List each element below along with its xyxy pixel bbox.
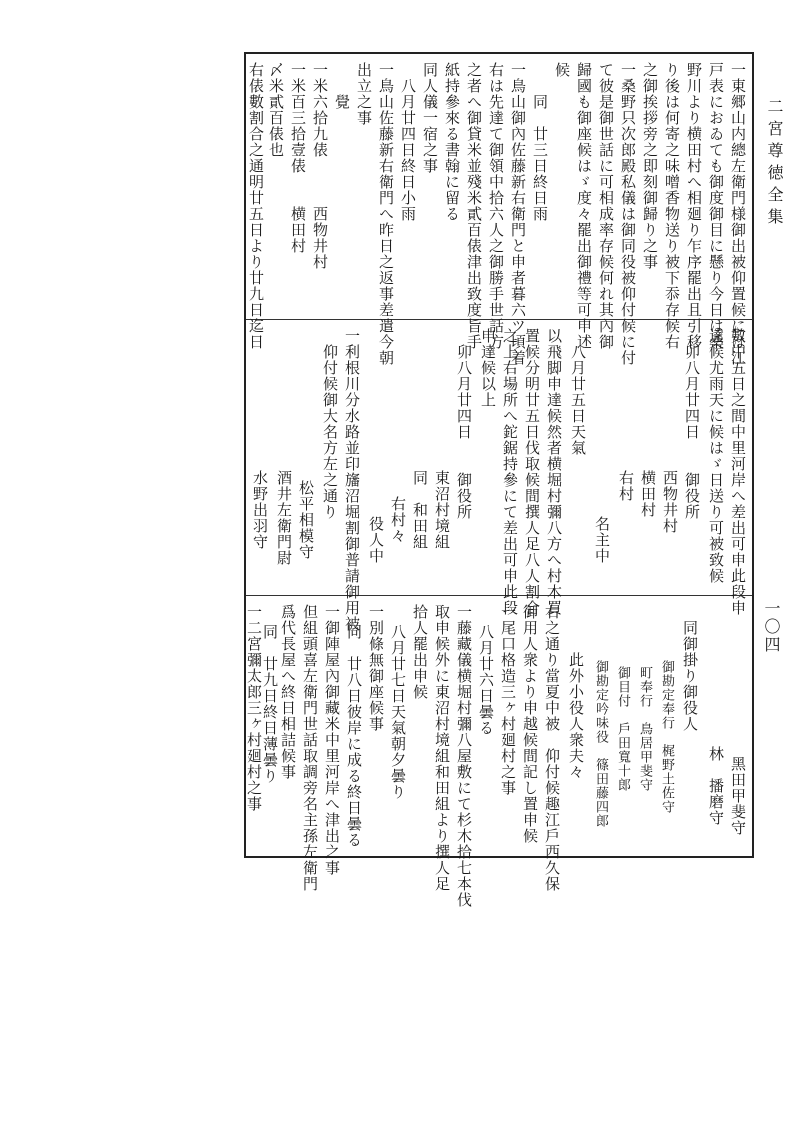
upper-register	[246, 54, 752, 366]
text-column: 八月廿六日曇る	[477, 624, 495, 736]
text-column: 數中五日之間中里河岸へ差出可申此段申	[729, 328, 747, 616]
text-column: 八月廿七日天氣朝夕曇り	[389, 624, 407, 800]
text-column: 同 廿三日終日雨	[531, 94, 549, 222]
text-column: 西物井村	[661, 470, 679, 534]
text-column: 一鳥山佐藤新右衛門へ昨日之返事差遣今朝	[377, 62, 395, 366]
text-column: 右俵數割合之通明廿五日より廿九日迄日	[247, 62, 265, 350]
text-column: 松平相模守	[297, 480, 315, 560]
book-title: 二宮尊徳全集	[765, 98, 784, 230]
text-column: 之御挨拶旁之即刻御歸り之事	[641, 62, 659, 270]
text-column: 一藤藏儀横堀村彌八屋敷にて杉木拾七本伐	[455, 604, 473, 908]
text-column: 水野出羽守	[251, 470, 269, 550]
text-column: 申達候以上	[479, 328, 497, 408]
text-column: 同 廿九日終日薄曇り	[261, 624, 279, 784]
text-column: 一御陣屋內御藏米中里河岸へ津出之事	[323, 604, 341, 876]
text-column: 置候分明廿五日伐取候間撰人足八人割合	[523, 328, 541, 616]
text-column: 林 播磨守	[707, 746, 725, 826]
text-column: 町奉行 鳥居甲斐守	[637, 666, 652, 792]
text-column: り後は何寄之味噌香物送り被下忝存候右	[663, 62, 681, 350]
text-column: 御勘定吟味役 篠田藤四郎	[593, 660, 608, 828]
text-column: 候	[553, 62, 571, 78]
text-column: 一二宮彌太郎三ヶ村廻村之事	[245, 604, 263, 812]
text-column: 東沼村境組	[433, 470, 451, 550]
text-column: 右村々	[389, 496, 407, 544]
text-column: 拾人罷出申候	[411, 604, 429, 700]
text-column: 横田村	[639, 470, 657, 518]
text-column: 一尾口格造三ヶ村廻村之事	[499, 604, 517, 796]
text-column: 御勘定奉行 梶野土佐守	[659, 660, 674, 814]
middle-register	[246, 320, 752, 632]
page-number: 一〇四	[762, 600, 781, 654]
text-column: 黑田甲斐守	[729, 756, 747, 836]
text-column: 一米百三拾壹俵 横田村	[289, 62, 307, 254]
text-column: て彼是御世話に可相成率存候何れ其內御	[597, 62, 615, 350]
text-column: 野川より横田村へ相廻り乍序罷出且引移	[685, 62, 703, 350]
text-column: 御用人衆より申越候間記し置申候	[521, 604, 539, 844]
text-column: 酒井左衛門尉	[275, 470, 293, 566]
text-column: 同人儀一宿之事	[421, 62, 439, 174]
text-column: 覺	[333, 94, 351, 110]
text-column: 右村	[617, 470, 635, 502]
text-column: 之者へ御貸米並殘米貳百俵津出致度旨手	[465, 62, 483, 350]
text-column: 仰付候御大名方左之通り	[321, 344, 339, 520]
text-column: 一桑野只次郎殿私儀は御同役被仰付候に付	[619, 62, 637, 366]
text-column: 達候尤雨天に候はゞ日送り可被致候	[707, 328, 725, 584]
text-frame	[244, 52, 754, 908]
text-column: 同 和田組	[411, 470, 429, 550]
text-column: 一鳥山御內佐藤新右衛門と申者暮六ツ頃着	[509, 62, 527, 366]
text-column: 一東郷山内總左衛門様御出被仰置候には江	[729, 62, 747, 366]
text-column: 同 廿八日彼岸に成る終日曇る	[345, 624, 363, 848]
text-column: 紙持參來る書翰に留る	[443, 62, 461, 222]
text-column: 右之通り當夏中被 仰付候趣江戶西久保	[543, 604, 561, 892]
text-column: 爲代長屋へ終日相詰候事	[279, 604, 297, 780]
text-column: 一別條無御座候事	[367, 604, 385, 732]
text-column: 卯八月廿四日 御役所	[683, 344, 701, 520]
text-column: 八月廿五日天氣	[569, 344, 587, 456]
text-column: 御目付 戶田寬十郎	[615, 666, 630, 792]
text-column: 此外小役人衆夫々	[567, 652, 585, 780]
text-column: 同御掛り御役人	[681, 620, 699, 732]
text-column: 但組頭喜左衛門世話取調旁名主孫左衛門	[301, 604, 319, 892]
text-column: 取申候外に東沼村境組和田組より撰人足	[433, 604, 451, 892]
text-column: 名主中	[593, 516, 611, 564]
text-column: 卯八月廿四日 御役所	[455, 344, 473, 520]
text-column: 右は先達て御領中拾六人之御勝手世話方	[487, 62, 505, 350]
text-column: 戸表におゐても御度御目に懸り今日は桑	[707, 62, 725, 350]
text-column: 以飛脚申達候然者横堀村彌八方へ村木買	[545, 328, 563, 616]
text-column: 一利根川分水路並印旛沼堀割御普請御用被	[343, 328, 361, 632]
text-column: 之上右場所へ鉈鋸持參にて差出可申此段	[501, 328, 519, 616]
text-column: 〆米貳百俵也	[267, 62, 285, 158]
text-column: 歸國も御座候はゞ度々罷出御禮等可申述	[575, 62, 593, 350]
text-column: 出立之事	[355, 62, 373, 126]
lower-register	[245, 596, 752, 908]
text-column: 役人中	[367, 516, 385, 564]
text-column: 一米六拾九俵 西物井村	[311, 62, 329, 270]
text-column: 八月廿四日終日小雨	[399, 78, 417, 222]
